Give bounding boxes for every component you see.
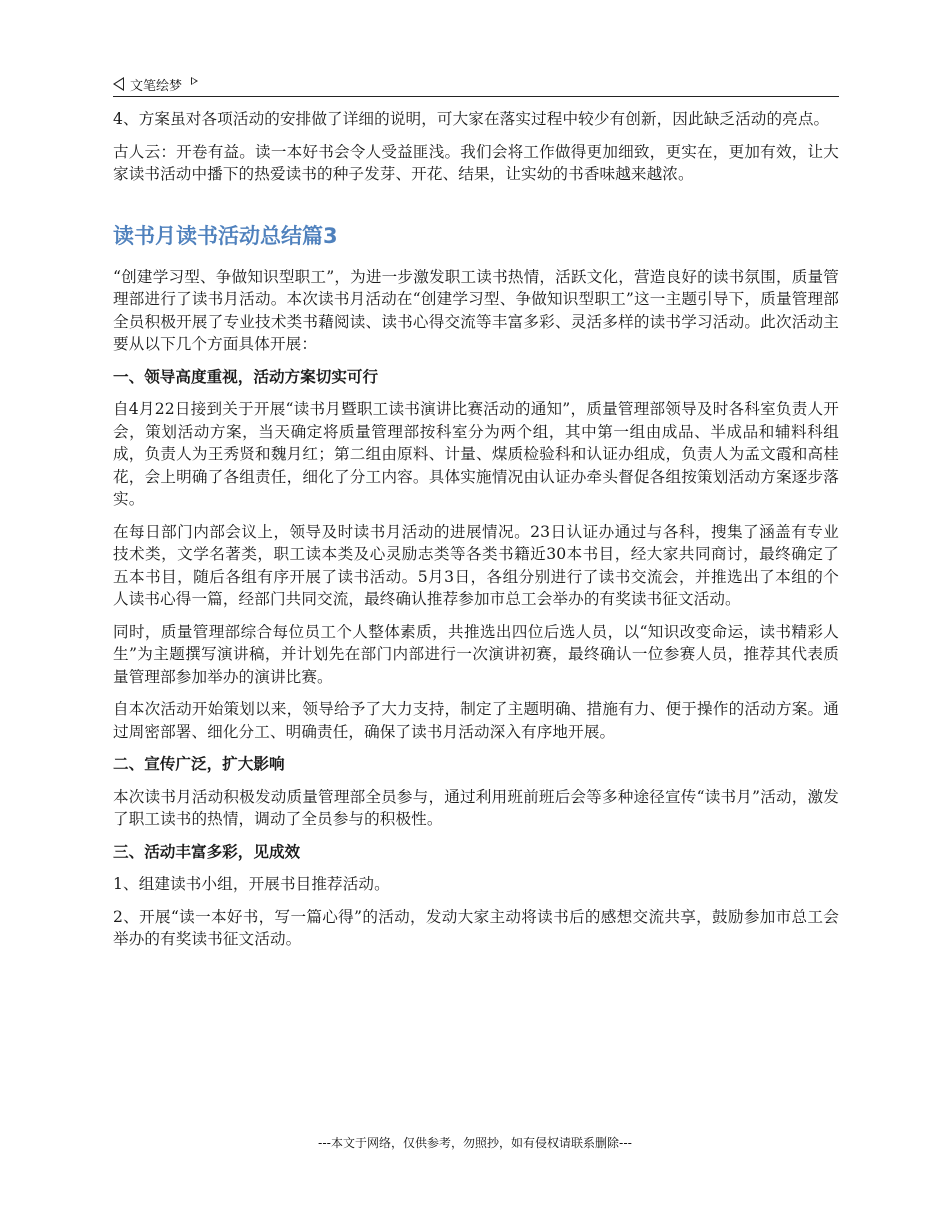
subheading-2: 二、宣传广泛，扩大影响 — [113, 755, 285, 773]
paragraph: 1、组建读书小组，开展书目推荐活动。 — [113, 875, 390, 893]
triangle-right-icon — [191, 77, 198, 85]
document-body — [113, 108, 839, 961]
paragraph: 本次读书月活动积极发动质量管理部全员参与，通过利用班前班后会等多种途径宣传“读书月”活动，激发了职工读书的热情，调动了全员参与的积极性。 — [113, 787, 839, 828]
paragraph: 自4月22日接到关于开展“读书月暨职工读书演讲比赛活动的通知”，质量管理部领导及时各科室负责人开会，策划活动方案，当天确定将质量管理部按科室分为两个组，其中第一组由成品、半成品和辅料科组成，负责人为王秀贤和魏月红；第二组由原料、计量、煤质检验科和认证办组成，负责人为孟文霞和高桂花，会上明确了各组责任，细化了分工内容。具体实施情况由认证办牵头督促各组按策划活动方案逐步落实。 — [113, 400, 839, 508]
paragraph: 古人云：开卷有益。读一本好书会令人受益匪浅。我们会将工作做得更加细致，更实在，更加有效，让大家读书活动中播下的热爱读书的种子发芽、开花、结果，让实幼的书香味越来越浓。 — [113, 142, 839, 183]
header-brand: 文笔绘梦 — [130, 78, 183, 94]
page-header — [113, 72, 839, 97]
intro-paragraph: “创建学习型、争做知识型职工”，为进一步激发职工读书热情，活跃文化，营造良好的读书氛围，质量管理部进行了读书月活动。本次读书月活动在“创建学习型、争做知识型职工”这一主题引导下，质量管理部全员积极开展了专业技术类书藉阅读、读书心得交流等丰富多彩、灵活多样的读书学习活动。此次活动主要从以下几个方面具体开展： — [113, 267, 839, 353]
paragraph: 2、开展“读一本好书，写一篇心得”的活动，发动大家主动将读书后的感想交流共享，鼓励参加市总工会举办的有奖读书征文活动。 — [113, 907, 839, 948]
paragraph: 在每日部门内部会议上，领导及时读书月活动的进展情况。23日认证办通过与各科，搜集了涵盖有专业技术类，文学名著类，职工读本类及心灵励志类等各类书籍近30本书目，经大家共同商讨，最终确定了五本书目，随后各组有序开展了读书活动。5月3日，各组分别进行了读书交流会，并推选出了本组的个人读书心得一篇，经部门共同交流，最终确认推荐参加市总工会举办的有奖读书征文活动。 — [113, 522, 839, 608]
paragraph: 同时，质量管理部综合每位员工个人整体素质，共推选出四位后选人员，以“知识改变命运，读书精彩人生”为主题撰写演讲稿，并计划先在部门内部进行一次演讲初赛，最终确认一位参赛人员，推荐其代表质量管理部参加举办的演讲比赛。 — [113, 622, 839, 686]
subheading-3: 三、活动丰富多彩，见成效 — [113, 842, 301, 861]
paragraph: 4、方案虽对各项活动的安排做了详细的说明，可大家在落实过程中较少有创新，因此缺乏活动的亮点。 — [113, 110, 830, 128]
subheading-1: 一、领导高度重视，活动方案切实可行 — [113, 367, 379, 386]
section-title: 读书月读书活动总结篇3 — [113, 223, 338, 248]
paragraph: 自本次活动开始策划以来，领导给予了大力支持，制定了主题明确、措施有力、便于操作的活动方案。通过周密部署、细化分工、明确责任，确保了读书月活动深入有序地开展。 — [113, 700, 839, 741]
page-footer: ---本文于网络，仅供参考，勿照抄，如有侵权请联系删除--- — [318, 1136, 632, 1150]
triangle-left-icon — [113, 77, 124, 91]
